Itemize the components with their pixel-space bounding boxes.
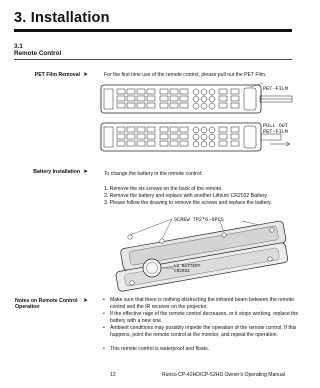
bullet-icon: • [103,297,105,303]
battery-model-label: CR2032 [174,269,190,274]
bullet-text: If the effective rage of the remote control decreases, or it stops working, replace the battery with a new one. [110,311,299,324]
arrow-icon: ➤ [83,169,89,175]
bullet-text: Make sure that there is nothing obstructing the infrared beam between the remote control and the IR receiver on the projector. [110,297,295,310]
bullet-text: Ambient conditions may possibly impede the operation of the remote control. If this happens, point the remote control at the monitor, and repeat the operation. [110,325,297,338]
pull-out-label: PULL OUT [263,123,288,129]
list-item [103,297,305,311]
battery-side-label: Battery Installation [33,169,80,175]
chapter-divider [14,29,292,32]
bullet-text: This remote control is waterproof and floats. [110,346,210,352]
bullet-icon: • [103,346,105,352]
pet-film-label: PET-FILM [263,86,288,92]
bullet-icon: • [103,311,105,317]
arrow-icon: ➤ [83,72,89,78]
section-title: Remote Control [14,50,62,57]
pet-film-side-label: PET Film Removal [34,72,80,78]
battery-intro: To change the battery in the remote control: [104,171,203,177]
arrow-icon: ➤ [83,298,89,304]
pet-film-label: PET-FILM [263,129,288,135]
battery-label: LI BATTERY [174,264,201,269]
bullet-icon: • [103,325,105,331]
list-item: 3. Please follow the drawing to remove the screws and replace the battery. [104,200,272,206]
battery-icon [143,259,161,277]
list-item [103,346,305,353]
list-item: 1. Remove the six screws on the back of the remote. [104,186,223,192]
page-number: 12 [110,372,116,378]
list-item: 2. Remove the battery and replace with another Lithium CR2032 Battery. [104,193,268,199]
list-item [103,311,305,325]
notes-side-label-line: Operation [15,304,40,311]
pet-film-figure [100,82,295,158]
remote-control-illustration [101,123,290,151]
section-number: 3.1 [14,43,23,50]
section-divider [14,59,292,60]
notes-side-label-line: Notes on Remote Control [15,298,78,304]
chapter-title: 3. Installation [14,10,110,26]
battery-figure [102,213,297,293]
list-item [103,325,305,339]
battery-steps [104,186,294,210]
notes-side-label [15,298,81,311]
screw-label: SCREW TP2*6-6PCS [174,217,224,223]
pet-film-text: For the first time use of the remote control, please pull out the PET Film. [104,72,267,78]
manual-title: Runco CP-42HD/CP-52HD Owner's Operating Manual [162,372,285,378]
